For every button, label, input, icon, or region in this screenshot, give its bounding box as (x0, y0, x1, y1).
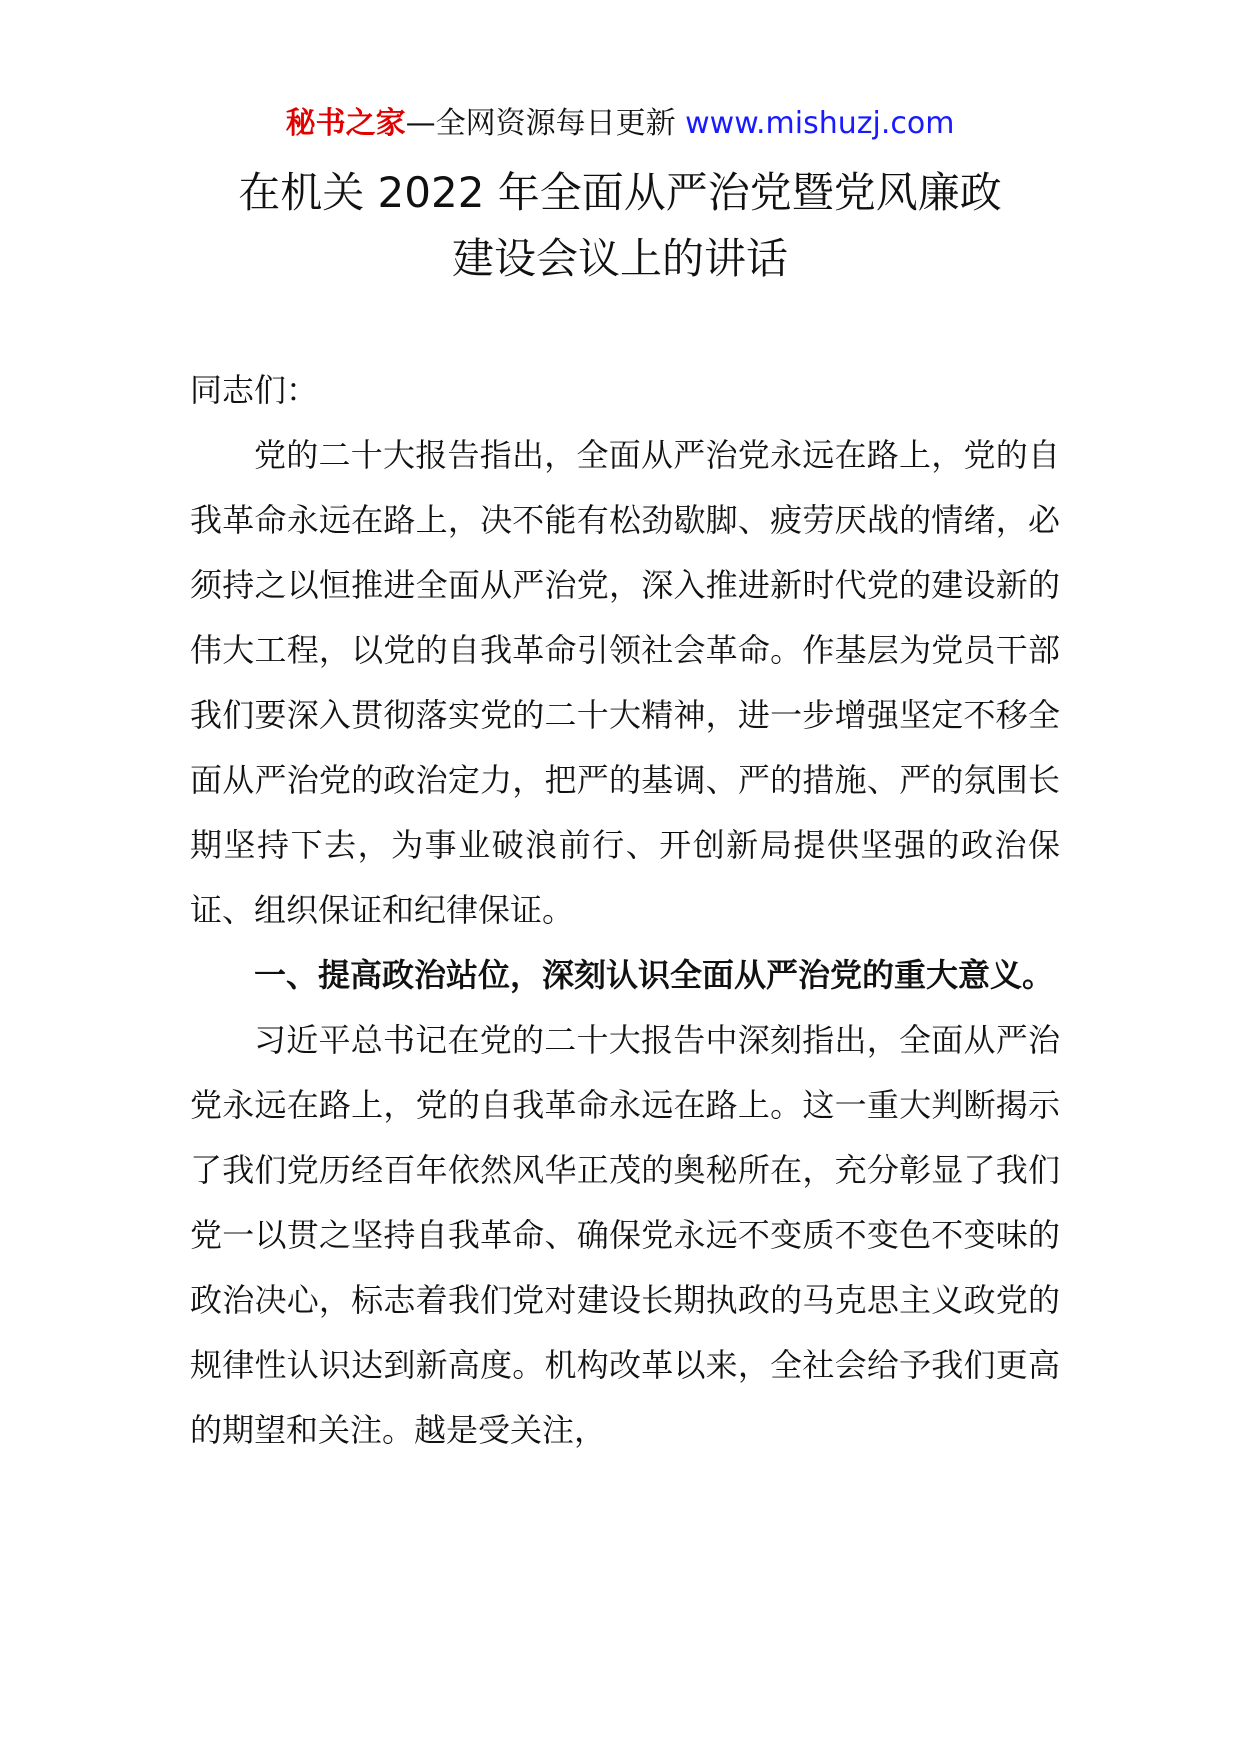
document-title (0, 160, 1240, 292)
section-1-paragraph: 习近平总书记在党的二十大报告中深刻指出，全面从严治党永远在路上，党的自我革命永远在路上。这一重大判断揭示了我们党历经百年依然风华正茂的奥秘所在，充分彰显了我们党一以贯之坚持自我革命、确保党永远不变质不变色不变味的政治决心，标志着我们党对建设长期执政的马克思主义政党的规律性认识达到新高度。机构改革以来，全社会给予我们更高的期望和关注。越是受关注， (190, 1021, 1060, 1449)
section-heading-1: 一、提高政治站位，深刻认识全面从严治党的重大意义。 (254, 956, 1055, 994)
salutation: 同志们： (190, 371, 319, 409)
site-header (0, 102, 1240, 146)
header-tagline: —全网资源每日更新 (405, 106, 686, 141)
document-body (190, 358, 1060, 1463)
title-line-1: 在机关 2022 年全面从严治党暨党风廉政 (238, 168, 1002, 217)
brand-name: 秘书之家 (285, 106, 406, 141)
site-url-link[interactable]: www.mishuzj.com (685, 106, 955, 141)
intro-paragraph: 党的二十大报告指出，全面从严治党永远在路上，党的自我革命永远在路上，决不能有松劲歇脚、疲劳厌战的情绪，必须持之以恒推进全面从严治党，深入推进新时代党的建设新的伟大工程，以党的自我革命引领社会革命。作基层为党员干部我们要深入贯彻落实党的二十大精神，进一步增强坚定不移全面从严治党的政治定力，把严的基调、严的措施、严的氛围长期坚持下去，为事业破浪前行、开创新局提供坚强的政治保证、组织保证和纪律保证。 (190, 436, 1060, 929)
title-line-2: 建设会议上的讲话 (451, 234, 788, 283)
